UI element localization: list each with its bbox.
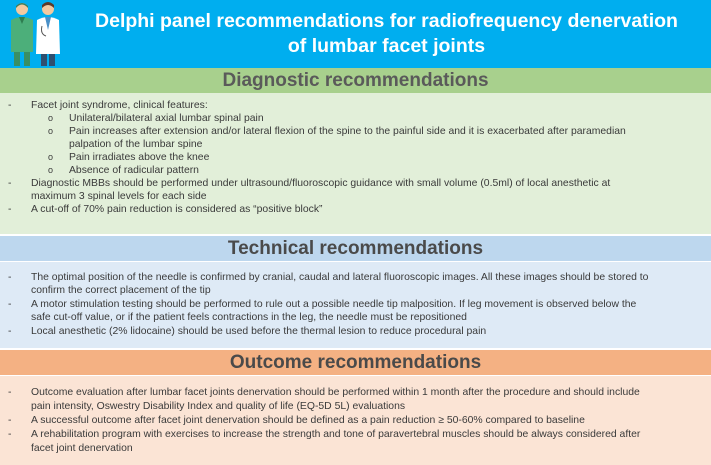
bullet-circle: o (48, 126, 54, 136)
technical-heading: Technical recommendations (0, 236, 711, 261)
bullet-dash: - (8, 272, 12, 283)
list-item-continuation: safe cut-off value, or if the patient feels contractions in the leg, the needle must be repositioned (31, 312, 467, 323)
list-item-continuation: facet joint denervation (31, 443, 133, 454)
outcome-heading: Outcome recommendations (0, 350, 711, 375)
list-item: A cut-off of 70% pain reduction is considered as “positive block” (31, 204, 323, 215)
sub-list-item: Unilateral/bilateral axial lumbar spinal pain (69, 113, 264, 124)
outcome-body (0, 376, 711, 465)
bullet-dash: - (8, 326, 12, 337)
bullet-dash: - (8, 100, 12, 111)
list-item: Local anesthetic (2% lidocaine) should be used before the thermal lesion to reduce procedural pain (31, 326, 487, 337)
sub-list-item: Absence of radicular pattern (69, 165, 199, 176)
list-item-continuation: confirm the correct placement of the tip (31, 285, 211, 296)
diagnostic-heading: Diagnostic recommendations (0, 68, 711, 93)
header-banner (0, 0, 711, 68)
sub-list-item-continuation: palpation of the lumbar spine (69, 139, 203, 150)
bullet-circle: o (48, 165, 54, 175)
list-item-continuation: pain intensity, Oswestry Disability Index and quality of life (EQ-5D 5L) evaluations (31, 401, 406, 412)
list-item: Diagnostic MBBs should be performed under ultrasound/fluoroscopic guidance with small volume (0.5ml) of local anesthetic at (31, 178, 611, 189)
bullet-circle: o (48, 113, 54, 123)
list-item: Facet joint syndrome, clinical features: (31, 100, 208, 111)
bullet-dash: - (8, 178, 12, 189)
list-item: A successful outcome after facet joint denervation should be defined as a pain reduction ≥ 50-60% compared to baseline (31, 415, 585, 426)
title-line-2: of lumbar facet joints (287, 35, 486, 57)
bullet-dash: - (8, 387, 12, 398)
bullet-circle: o (48, 152, 54, 162)
list-item: The optimal position of the needle is confirmed by cranial, caudal and lateral fluoroscopic images. All these images should be stored to (31, 272, 649, 283)
bullet-dash: - (8, 299, 12, 310)
sub-list-item: Pain irradiates above the knee (69, 152, 210, 163)
bullet-dash: - (8, 204, 12, 215)
list-item-continuation: maximum 3 spinal levels for each side (31, 191, 207, 202)
bullet-dash: - (8, 429, 12, 440)
doctors-icon (2, 0, 70, 68)
diagnostic-body (0, 93, 711, 234)
list-item: A motor stimulation testing should be performed to rule out a possible needle tip malposition. If leg movement is observed below the (31, 299, 637, 310)
title-line-1: Delphi panel recommendations for radiofrequency denervation (95, 10, 678, 32)
technical-body (0, 262, 711, 348)
sub-list-item: Pain increases after extension and/or lateral flexion of the spine to the painful side and it is exacerbated after paramedian (69, 126, 626, 137)
list-item: A rehabilitation program with exercises to increase the strength and tone of paravertebral muscles should be always considered after (31, 429, 641, 440)
bullet-dash: - (8, 415, 12, 426)
list-item: Outcome evaluation after lumbar facet joints denervation should be performed within 1 month after the procedure and should include (31, 387, 640, 398)
page-title (72, 9, 701, 59)
